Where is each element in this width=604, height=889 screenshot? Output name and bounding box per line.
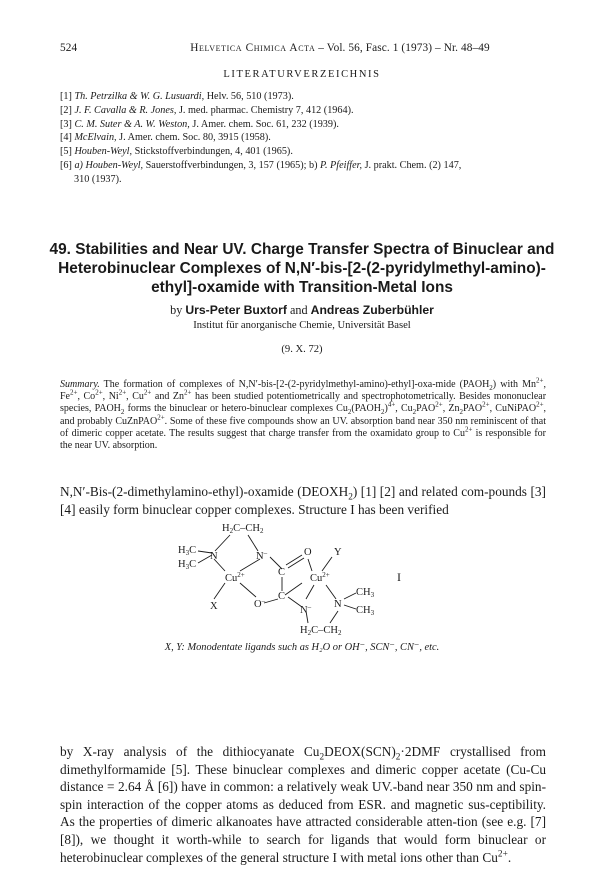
reference-item: [4] McElvain, J. Amer. chem. Soc. 80, 3915 (1958). [60, 132, 271, 144]
structure-label-ligand-x: X [210, 601, 218, 612]
author-name: Urs-Peter Buxtorf [185, 303, 287, 317]
page-number: 524 [60, 42, 78, 54]
journal-issue: – Vol. 56, Fasc. 1 (1973) – Nr. 48–49 [318, 42, 490, 54]
structure-label-methyl: H3C [178, 559, 197, 571]
structure-label-oxygen: O [304, 547, 312, 558]
journal-name: Helvetica Chimica Acta [190, 42, 316, 54]
structure-label-oxygen: O– [254, 597, 266, 610]
reference-item: [3] C. M. Suter & A. W. Weston, J. Amer. chem. Soc. 61, 232 (1939). [60, 118, 339, 130]
structure-label-methyl: H3C [178, 545, 197, 557]
author-line: by Urs-Peter Buxtorf and Andreas Zuberbühler [170, 303, 434, 317]
reference-continuation: 310 (1937). [74, 173, 122, 185]
structure-label-amide-nitrogen: N– [300, 603, 312, 616]
structure-label-nitrogen: N [210, 551, 218, 562]
institution: Institut für anorganische Chemie, Universität Basel [193, 320, 411, 331]
structure-number: I [397, 570, 401, 584]
structure-label-ethylene-bottom: H2C–CH2 [300, 625, 342, 637]
structure-label-carbon: C [278, 591, 286, 602]
author-name: Andreas Zuberbühler [310, 303, 434, 317]
structure-label-methyl: CH3 [356, 587, 375, 599]
reference-item: [1] Th. Petrzilka & W. G. Lusuardi, Helv. 56, 510 (1973). [60, 91, 294, 102]
reference-item: [2] J. F. Cavalla & R. Jones, J. med. pharmac. Chemistry 7, 412 (1964). [60, 104, 354, 116]
bibliography-title: LITERATURVERZEICHNIS [223, 69, 381, 80]
article-title: 49. Stabilities and Near UV. Charge Transfer Spectra of Binuclear and Heterobinuclear Complexes of N,N′-bis-[2-(2-pyridylmethyl-amino)-ethyl]-oxamide with Transition-Metal Ions [49, 241, 555, 297]
reference-item: [6] a) Houben-Weyl, Sauerstoffverbindungen, 3, 157 (1965); b) P. Pfeiffer, J. prakt. Chem. (2) 147, [60, 159, 462, 171]
reference-item: [5] Houben-Weyl, Stickstoffverbindungen, 4, 401 (1965). [60, 146, 293, 158]
body-paragraph: N,N′-Bis-(2-dimethylamino-ethyl)-oxamide $(DEOXH_2)$ [1] [2] and related com-pounds [3] [4] easily form binuclear copper complexes. Structure I has been verified [60, 484, 546, 517]
running-header [130, 42, 550, 54]
structure-label-ligand-y: Y [334, 547, 342, 558]
body-paragraph: by X-ray analysis of the dithiocyanate $Cu_2DEOX(SCN)_2\cdot 2DMF$ crystallised from dimethylformamide [5]. These binuclear complexes and dimeric copper acetate (Cu-Cu distance = 2.64 Å [6]) have in common: a relatively weak UV.-band near 350 nm and spin-spin interaction of the copper atoms as deduced from ESR. and magnetic sus-ceptibility. As the properties of dimeric alkanoates have attracted considerable atten-tion (see e.g. [7] [8]), we thought it worth-while to search for ligands that would form binuclear or heterobinuclear complexes of the general structure I with metal ions other than $Cu^{2+}$. [60, 744, 547, 865]
structure-diagram [170, 515, 420, 637]
reference-list [60, 90, 560, 187]
received-date: (9. X. 72) [281, 344, 323, 355]
structure-label-carbon: C [278, 567, 286, 578]
structure-label-methyl: CH3 [356, 605, 375, 617]
figure-caption: X, Y: Monodentate ligands such as H₂O or OH⁻, SCN⁻, CN⁻, etc. [164, 642, 440, 653]
structure-label-amide-nitrogen: N– [256, 549, 268, 562]
abstract: Summary. The formation of complexes of N,N′-bis-[2-(2-pyridylmethyl-amino)-ethyl]-oxa-mide $(PAOH_2)$ with $Mn^{2+}$, $Fe^{2+}$, $Co^{2+}$, $Ni^{2+}$, $Cu^{2+}$ and $Zn^{2+}$ has been studied potentiometrically and spectrophotometrically. Besides mononuclear species, $PAOH_2$ forms the binuclear or hetero-binuclear complexes $Cu_2(PAOH_2)^{4+}$, $Cu_2PAO^{2+}$, $Zn_2PAO^{2+}$, CuNiPAO$^{2+}$, and probably CuZnPAO$^{2+}$. Some of these five compounds show an UV. absorption band near 350 nm reminiscent of that of dimeric copper acetate. The results suggest that charge transfer from the oxamidato group to $Cu^{2+}$ is responsible for the near UV. absorption. [60, 376, 547, 452]
structure-label-copper: $Cu^{2+}$ [225, 571, 245, 584]
structure-label-nitrogen: N [334, 599, 342, 610]
structure-label-copper: $Cu^{2+}$ [310, 571, 330, 584]
structure-label-ethylene-top: H2C–CH2 [222, 523, 264, 535]
